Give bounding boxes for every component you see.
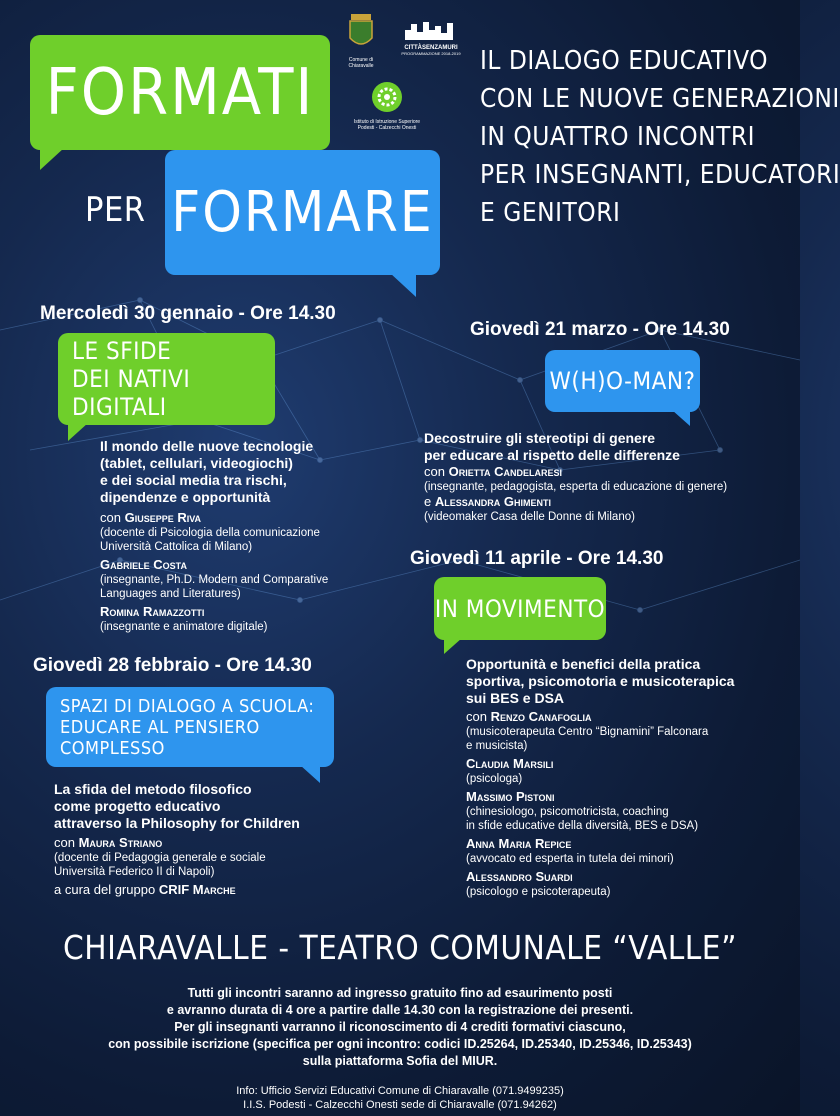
tagline <box>480 42 840 232</box>
desc-line: per educare al rispetto delle differenze <box>424 447 680 463</box>
desc-line: dipendenze e opportunità <box>100 489 271 505</box>
event2-description <box>54 781 300 832</box>
speaker-note: Università Cattolica di Milano) <box>100 541 253 553</box>
speaker-name: Orietta Candelaresi <box>448 464 563 479</box>
speaker-name: Renzo Canafoglia <box>490 709 592 724</box>
event4-speakers <box>466 709 786 899</box>
speaker-note: (docente di Psicologia della comunicazione <box>100 527 320 539</box>
speaker-note: (insegnante, pedagogista, esperta di educazione di genere) <box>424 481 728 493</box>
speaker-note: Università Federico II di Napoli) <box>54 866 215 878</box>
event1-title-line1: LE SFIDE <box>72 337 172 365</box>
event2-date: Giovedì 28 febbraio - Ore 14.30 <box>33 655 312 676</box>
venue-title: CHIARAVALLE - TEATRO COMUNALE “VALLE” <box>63 928 737 967</box>
con-label: con <box>100 510 121 525</box>
speaker-name: Romina Ramazzotti <box>100 604 205 619</box>
gear-circle-icon <box>370 80 404 114</box>
speaker-name: Claudia Marsili <box>466 756 554 771</box>
citta-logo <box>396 18 466 56</box>
footer-contacts <box>0 1084 800 1112</box>
cura-name: CRIF Marche <box>158 882 236 897</box>
istituto-logo <box>352 80 422 131</box>
desc-line: Il mondo delle nuove tecnologie <box>100 438 314 454</box>
event2-bubble-tail <box>300 765 320 783</box>
event3-date: Giovedì 21 marzo - Ore 14.30 <box>470 319 730 340</box>
speaker-note: (docente di Pedagogia generale e sociale <box>54 852 266 864</box>
speaker-name: Giuseppe Riva <box>124 510 202 525</box>
event3-description <box>424 430 680 464</box>
desc-line: Decostruire gli stereotipi di genere <box>424 430 656 446</box>
event2-title-line1: SPAZI DI DIALOGO A SCUOLA: <box>60 695 315 717</box>
event1-title-bubble <box>58 333 275 425</box>
desc-line: (tablet, cellulari, videogiochi) <box>100 455 293 471</box>
coat-of-arms-icon <box>347 12 375 52</box>
event1-bubble-tail <box>68 423 88 441</box>
speaker-note: in sfide educative della diversità, BES e DSA) <box>466 820 699 832</box>
logo-istituto-text: Istituto di Istruzione Superiore Podesti - Calzecchi Onesti <box>353 119 421 131</box>
speaker-name: Massimo Pistoni <box>466 789 555 804</box>
contact-line: I.I.S. Podesti - Calzecchi Onesti sede di Chiaravalle (071.94262) <box>243 1099 557 1111</box>
event4-title-bubble <box>434 577 606 640</box>
event1-date: Mercoledì 30 gennaio - Ore 14.30 <box>40 303 336 324</box>
logo-formati: FORMATI <box>45 55 315 130</box>
desc-line: e dei social media tra rischi, <box>100 472 287 488</box>
e-label: e <box>424 494 432 509</box>
logo-formare: FORMARE <box>171 180 434 245</box>
event3-title: W(H)O-MAN? <box>549 367 696 395</box>
formati-bubble-tail <box>40 148 64 170</box>
con-label: con <box>466 709 487 724</box>
formare-bubble-tail <box>390 273 416 297</box>
tagline-line: IL DIALOGO EDUCATIVO <box>480 46 769 76</box>
tagline-line: CON LE NUOVE GENERAZIONI <box>480 84 840 114</box>
desc-line: La sfida del metodo filosofico <box>54 781 252 797</box>
speaker-name: Anna Maria Repice <box>466 836 572 851</box>
info-line: Per gli insegnanti varranno il riconoscimento di 4 crediti formativi ciascuno, <box>174 1020 626 1034</box>
info-line: con possibile iscrizione (specifica per ogni incontro: codici ID.25264, ID.25340, ID.25346, ID.25343) <box>108 1037 692 1051</box>
speaker-note: (avvocato ed esperta in tutela dei minori) <box>466 853 674 865</box>
tagline-line: IN QUATTRO INCONTRI <box>480 122 756 152</box>
event4-bubble-tail <box>444 638 462 654</box>
event1-title-line2: DEI NATIVI DIGITALI <box>72 365 191 421</box>
cura-prefix: a cura del gruppo <box>54 882 156 897</box>
formare-bubble <box>165 150 440 275</box>
event3-bubble-tail <box>672 410 690 426</box>
event4-title: IN MOVIMENTO <box>434 594 606 623</box>
desc-line: sportiva, psicomotoria e musicoterapica <box>466 673 735 689</box>
speaker-note: (insegnante, Ph.D. Modern and Comparative <box>100 574 329 586</box>
event4-date: Giovedì 11 aprile - Ore 14.30 <box>410 548 664 569</box>
con-label: con <box>424 464 445 479</box>
speaker-name: Alessandra Ghimenti <box>434 494 551 509</box>
speaker-name: Maura Striano <box>78 835 163 850</box>
speaker-note: (videomaker Casa delle Donne di Milano) <box>424 511 635 523</box>
desc-line: come progetto educativo <box>54 798 221 814</box>
info-line: e avranno durata di 4 ore a partire dalle 14.30 con la registrazione dei presenti. <box>166 1003 634 1017</box>
info-line: sulla piattaforma Sofia del MIUR. <box>302 1054 498 1068</box>
city-skyline-icon <box>403 18 459 40</box>
speaker-note: (psicologa) <box>466 773 523 785</box>
event1-speakers <box>100 510 370 634</box>
con-label: con <box>54 835 75 850</box>
speaker-note: (psicologo e psicoterapeuta) <box>466 886 611 898</box>
speaker-note: (insegnante e animatore digitale) <box>100 621 268 633</box>
desc-line: sui BES e DSA <box>466 690 565 706</box>
speaker-name: Gabriele Costa <box>100 557 187 572</box>
footer-info <box>0 985 800 1070</box>
speaker-note: (musicoterapeuta Centro “Bignamini” Falconara <box>466 726 709 738</box>
event1-description <box>100 438 313 506</box>
logo-comune-text: Comune di Chiaravalle <box>348 57 374 69</box>
formati-bubble <box>30 35 330 150</box>
speaker-note: Languages and Literatures) <box>100 588 241 600</box>
contact-line: Info: Ufficio Servizi Educativi Comune di Chiaravalle (071.9499235) <box>236 1085 564 1097</box>
speaker-note: (chinesiologo, psicomotricista, coaching <box>466 806 669 818</box>
tagline-line: E GENITORI <box>480 198 621 228</box>
event2-title-bubble <box>46 687 334 767</box>
desc-line: Opportunità e benefici della pratica <box>466 656 701 672</box>
logo-per: PER <box>85 190 146 230</box>
speaker-note: e musicista) <box>466 740 528 752</box>
event4-description <box>466 656 734 707</box>
event3-speakers <box>424 464 784 524</box>
logo-citta-sub: PROGRAMMAZIONE 2018-2019 <box>401 51 461 56</box>
comune-logo <box>336 12 386 69</box>
event2-speakers <box>54 835 344 898</box>
tagline-line: PER INSEGNANTI, EDUCATORI <box>480 160 840 190</box>
event2-title-line2: EDUCARE AL PENSIERO COMPLESSO <box>60 716 260 759</box>
info-line: Tutti gli incontri saranno ad ingresso gratuito fino ad esaurimento posti <box>187 986 613 1000</box>
desc-line: attraverso la Philosophy for Children <box>54 815 300 831</box>
logo-citta-title: CITTÀSENZAMURI <box>404 45 458 51</box>
event3-title-bubble <box>545 350 700 412</box>
speaker-name: Alessandro Suardi <box>466 869 573 884</box>
